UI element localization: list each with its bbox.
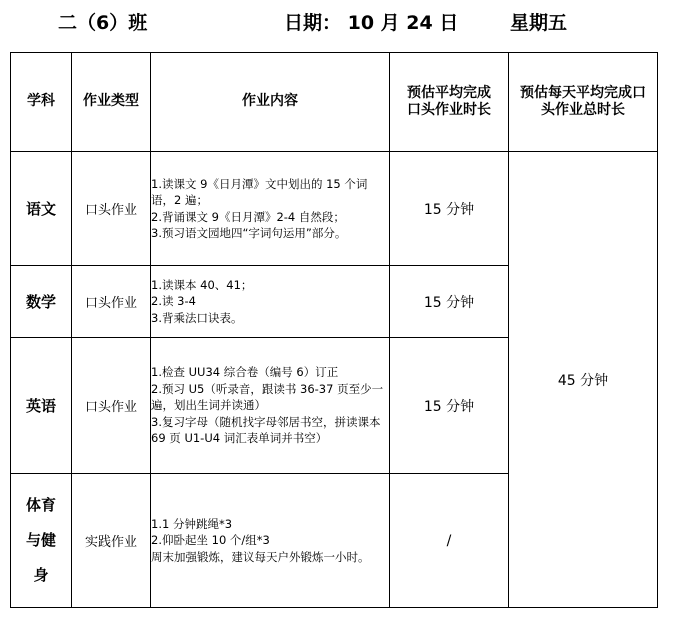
duration-cell: 15 分钟 (390, 338, 509, 474)
class-name: 二（6）班 (58, 12, 148, 34)
subject-line: 身 (33, 566, 49, 584)
header-avg-time-line1: 预估平均完成 (407, 84, 491, 101)
table-header-row (11, 53, 658, 152)
type-cell: 口头作业 (72, 338, 151, 474)
content-cell (151, 152, 390, 266)
type-cell: 口头作业 (72, 152, 151, 266)
date-label: 日期： 10 月 24 日 (284, 12, 459, 34)
subject-cell: 数学 (11, 266, 72, 338)
duration-cell: 15 分钟 (390, 152, 509, 266)
content-line: 3.背乘法口诀表。 (151, 310, 243, 325)
content-line: 3.预习语文园地四“字词句运用”部分。 (151, 226, 347, 240)
header-content: 作业内容 (151, 53, 390, 152)
type-cell: 口头作业 (72, 266, 151, 338)
subject-cell (11, 474, 72, 608)
content-line: 2.读 3-4 (151, 294, 196, 309)
weekday-label: 星期五 (510, 12, 568, 34)
duration-cell: 15 分钟 (390, 266, 509, 338)
content-line: 1.1 分钟跳绳*3 (151, 516, 233, 531)
type-cell: 实践作业 (72, 474, 151, 608)
content-line: 2.预习 U5（听录音，跟读书 36-37 页至少一遍，划出生词并读通） (151, 381, 384, 413)
duration-cell: / (390, 474, 509, 608)
page-header (0, 8, 673, 36)
content-line: 3.复习字母（随机找字母邻居书空，拼读课本 69 页 U1-U4 词汇表单词并书空） (151, 414, 381, 446)
table-row (11, 152, 658, 266)
content-cell (151, 474, 390, 608)
subject-cell: 语文 (11, 152, 72, 266)
header-avg-time-line2: 口头作业时长 (407, 102, 491, 118)
content-line: 周末加强锻炼，建议每天户外锻炼一小时。 (151, 549, 370, 564)
header-daily-total (509, 53, 658, 152)
content-line: 1.读课本 40、41； (151, 277, 253, 292)
header-avg-time (390, 53, 509, 152)
content-line: 2.背诵课文 9《日月潭》2-4 自然段； (151, 209, 345, 224)
subject-cell: 英语 (11, 338, 72, 474)
content-cell (151, 338, 390, 474)
header-daily-total-line2: 头作业总时长 (541, 102, 625, 118)
content-line: 2.仰卧起坐 10 个/组*3 (151, 533, 270, 548)
header-type: 作业类型 (72, 53, 151, 152)
subject-line: 与健 (25, 531, 56, 549)
content-cell (151, 266, 390, 338)
header-daily-total-line1: 预估每天平均完成口 (520, 84, 646, 101)
total-time-cell: 45 分钟 (509, 152, 658, 608)
homework-table (10, 52, 658, 608)
header-subject: 学科 (11, 53, 72, 152)
subject-line: 体育 (25, 496, 56, 514)
content-line: 1.检查 UU34 综合卷（编号 6）订正 (151, 365, 339, 380)
content-line: 1.读课文 9《日月潭》文中划出的 15 个词语，2 遍； (151, 176, 368, 207)
